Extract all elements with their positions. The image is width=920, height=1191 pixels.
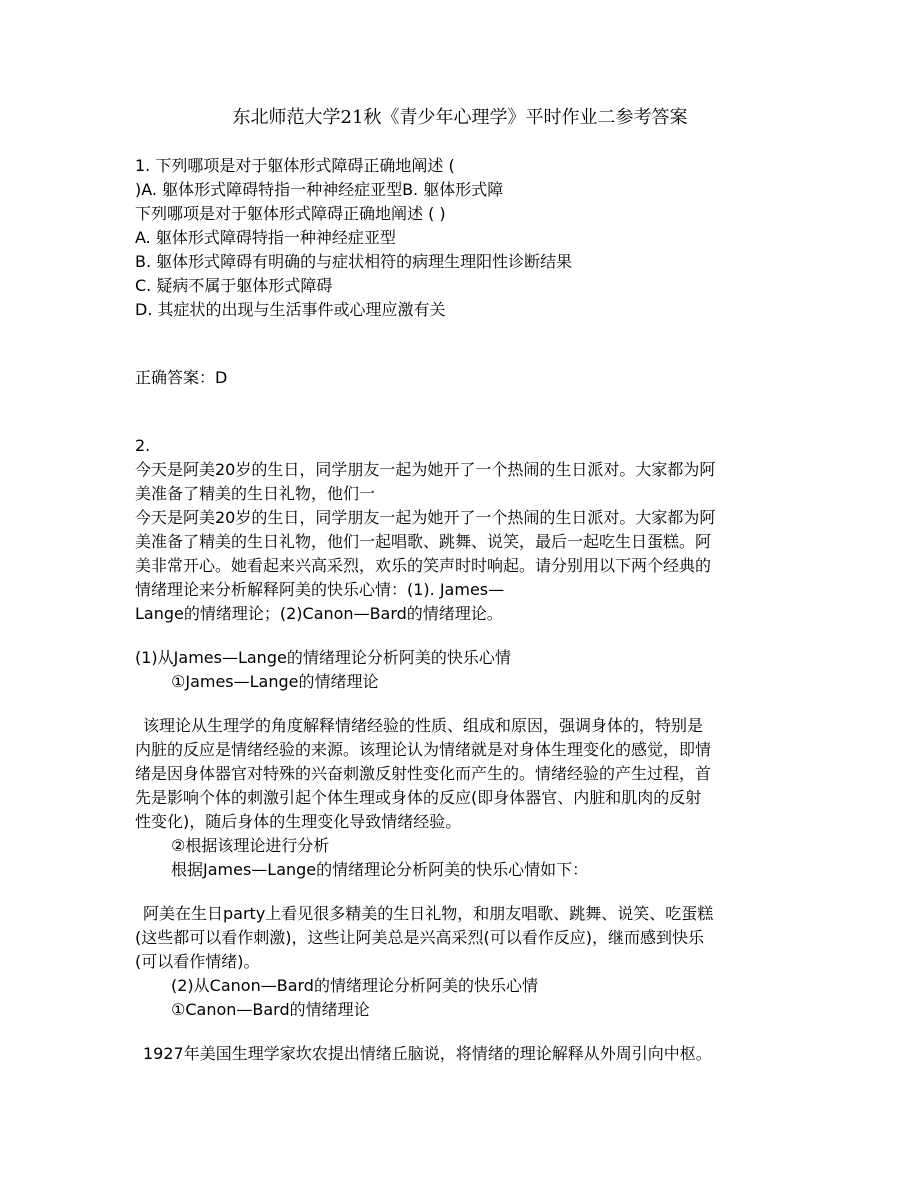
q1-option-c: C. 疑病不属于躯体形式障碍: [135, 276, 333, 295]
q2-part1-analysis-line: 阿美在生日party上看见很多精美的生日礼物，和朋友唱歌、跳舞、说笑、吃蛋糕: [143, 904, 714, 923]
q2-part1-paragraph-line: 绪是因身体器官对特殊的兴奋刺激反射性变化而产生的。情绪经验的产生过程，首: [135, 764, 712, 783]
q2-prompt-line: 美准备了精美的生日礼物，他们一起唱歌、跳舞、说笑，最后一起吃生日蛋糕。阿: [135, 532, 712, 551]
q1-option-d: D. 其症状的出现与生活事件或心理应激有关: [135, 300, 446, 319]
q2-prompt-line: 情绪理论来分析解释阿美的快乐心情：(1). James—: [135, 580, 505, 599]
q2-part2-heading: (2)从Canon—Bard的情绪理论分析阿美的快乐心情: [171, 976, 538, 995]
q1-answer: 正确答案：D: [135, 368, 228, 387]
q2-part1-paragraph-line: 性变化)，随后身体的生理变化导致情绪经验。: [135, 812, 462, 831]
q2-part1-paragraph-line: 该理论从生理学的角度解释情绪经验的性质、组成和原因，强调身体的，特别是: [143, 716, 704, 735]
q2-part1-heading: (1)从James—Lange的情绪理论分析阿美的快乐心情: [135, 648, 511, 667]
q1-line: )A. 躯体形式障碍特指一种神经症亚型B. 躯体形式障: [135, 180, 504, 199]
q2-part1-subheading: ①James—Lange的情绪理论: [171, 672, 379, 691]
q2-prompt-line: 今天是阿美20岁的生日，同学朋友一起为她开了一个热闹的生日派对。大家都为阿: [135, 508, 716, 527]
q2-prompt-line: 美非常开心。她看起来兴高采烈，欢乐的笑声时时响起。请分别用以下两个经典的: [135, 556, 712, 575]
q1-line: 下列哪项是对于躯体形式障碍正确地阐述 ( ): [135, 204, 446, 223]
q2-part2-paragraph-line: 1927年美国生理学家坎农提出情绪丘脑说，将情绪的理论解释从外周引向中枢。: [143, 1044, 712, 1063]
q2-part1-analysis-line: (这些都可以看作刺激)，这些让阿美总是兴高采烈(可以看作反应)，继而感到快乐: [135, 928, 704, 947]
q2-part1-paragraph-line: 内脏的反应是情绪经验的来源。该理论认为情绪就是对身体生理变化的感觉，即情: [135, 740, 712, 759]
q2-prompt-line: 美准备了精美的生日礼物，他们一: [135, 484, 376, 503]
q2-part2-subheading: ①Canon—Bard的情绪理论: [171, 1000, 370, 1019]
q2-part1-analysis-intro: 根据James—Lange的情绪理论分析阿美的快乐心情如下：: [171, 860, 589, 879]
q2-part1-analysis-line: (可以看作情绪)。: [135, 952, 260, 971]
q2-part1-subheading-2: ②根据该理论进行分析: [171, 836, 330, 855]
document-title: 东北师范大学21秋《青少年心理学》平时作业二参考答案: [232, 107, 688, 128]
q2-part1-paragraph-line: 先是影响个体的刺激引起个体生理或身体的反应(即身体器官、内脏和肌肉的反射: [135, 788, 702, 807]
q2-prompt-line: 今天是阿美20岁的生日，同学朋友一起为她开了一个热闹的生日派对。大家都为阿: [135, 460, 716, 479]
q1-option-a: A. 躯体形式障碍特指一种神经症亚型: [135, 228, 396, 247]
q2-prompt-line: Lange的情绪理论；(2)Canon—Bard的情绪理论。: [135, 604, 503, 623]
q2-number: 2.: [135, 436, 151, 455]
q1-option-b: B. 躯体形式障碍有明确的与症状相符的病理生理阳性诊断结果: [135, 252, 573, 271]
q1-line: 1. 下列哪项是对于躯体形式障碍正确地阐述 (: [135, 156, 455, 175]
